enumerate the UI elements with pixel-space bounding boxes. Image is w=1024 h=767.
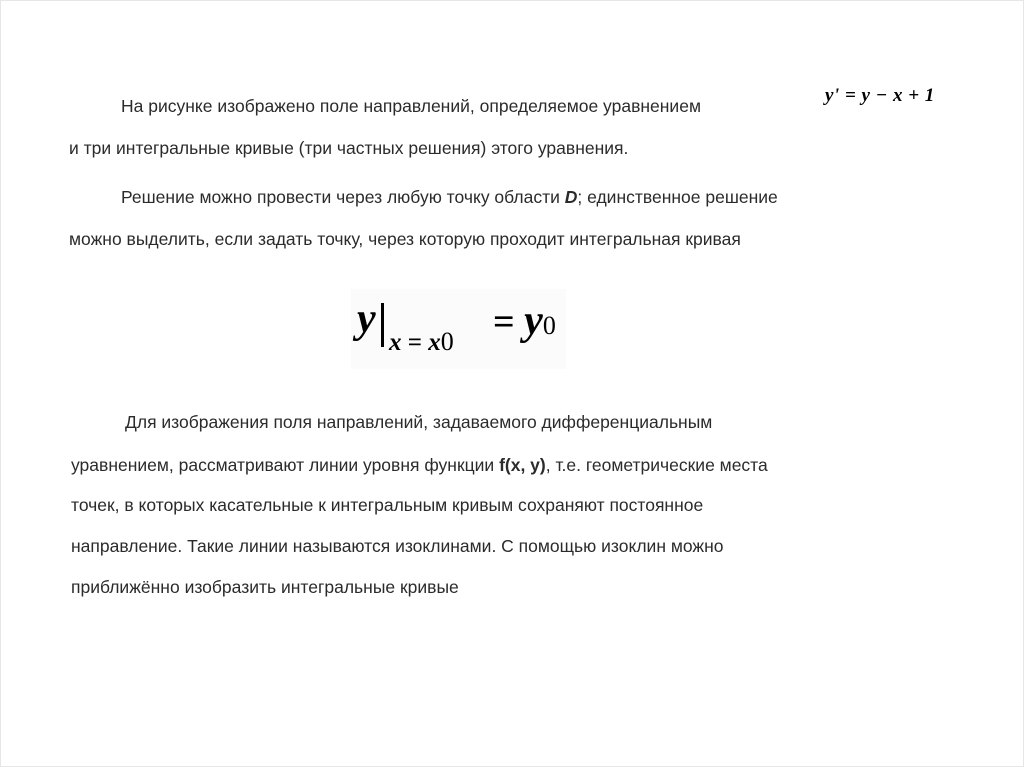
formula-derivative: y' = y − x + 1 (825, 85, 935, 106)
paragraph2-line1 (121, 187, 778, 208)
paragraph2-text-b: ; единственное решение (577, 187, 778, 207)
formula2-subscript: x = x0 (389, 327, 454, 356)
function-fxy: f(x, y) (499, 455, 546, 475)
paragraph3-line3: точек, в которых касательные к интегральным кривым сохраняют постоянное (71, 495, 704, 515)
formula-initial-condition (351, 289, 566, 369)
paragraph3-line5: приближённо изобразить интегральные кривые (71, 577, 459, 597)
formula2-y: y (357, 296, 376, 342)
paragraph3-line4: направление. Такие линии называются изоклинами. С помощью изоклин можно (71, 536, 724, 556)
formula2-bar (381, 303, 384, 347)
paragraph3-line2 (71, 455, 768, 476)
formula2-rhs: = y0 (493, 298, 556, 344)
paragraph3-text-a: уравнением, рассматривают линии уровня функции (71, 455, 500, 475)
paragraph1-line1: На рисунке изображено поле направлений, определяемое уравнением (121, 96, 701, 116)
paragraph2-text-a: Решение можно провести через любую точку области (121, 187, 565, 207)
paragraph3-text-b: , т.е. геометрические места (545, 455, 768, 475)
paragraph3-line1: Для изображения поля направлений, задаваемого дифференциальным (125, 412, 713, 432)
paragraph1-line2: и три интегральные кривые (три частных решения) этого уравнения. (69, 138, 629, 158)
domain-D: D (564, 187, 578, 207)
paragraph2-line2: можно выделить, если задать точку, через которую проходит интегральная кривая (69, 229, 741, 249)
